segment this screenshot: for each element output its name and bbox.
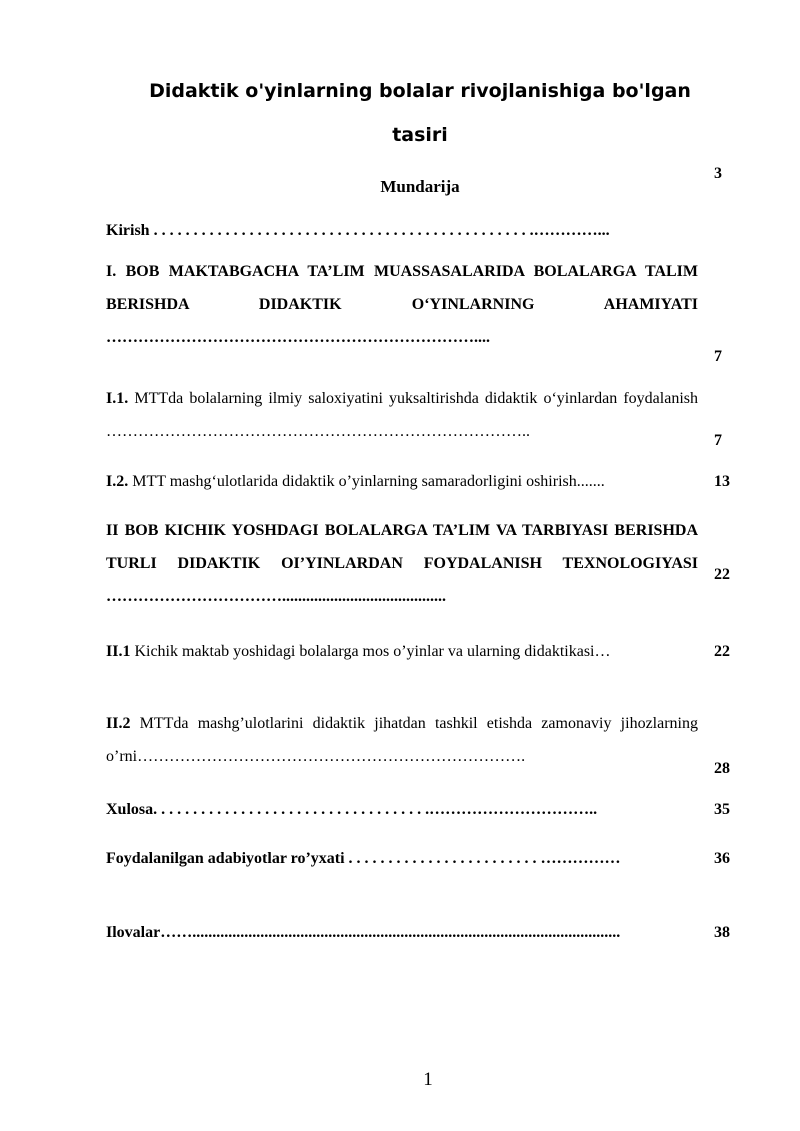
toc-page-number: 28 (714, 760, 730, 777)
toc-leader: . . . . . . . . . . . . . . . . . . . . . . . . . . . . . . . . . . . . . . . . . . . . . . . .…………... (149, 222, 610, 239)
toc-entry-text: MTTda mashg’ulotlarini didaktik jihatdan tashkil etishda zamonaviy jihozlarning o’rni………………………………………………………………. (106, 715, 698, 765)
toc-entry-introduction (106, 214, 698, 247)
toc-entry-text: Kichik maktab yoshidagi bolalarga mos o’yinlar va ularning didaktikasi… (130, 643, 611, 660)
toc-entry-conclusion (106, 793, 698, 826)
toc-page-number: 13 (714, 473, 730, 490)
toc-entry-section-2-2 (106, 707, 698, 773)
toc-entry-section-2-1 (106, 635, 698, 668)
toc-entry-references (106, 842, 698, 875)
toc-entry-chapter-2 (106, 514, 698, 613)
toc-entry-label: I. BOB MAKTABGACHA TA’LIM MUASSASALARIDA BOLALARGA TALIM BERISHDA DIDAKTIK O‘YINLARNING AHAMIYATI (106, 263, 698, 313)
page-number: 1 (423, 1069, 433, 1090)
toc-entry-label: I.2. (106, 473, 129, 490)
toc-page-number: 7 (714, 432, 722, 449)
toc-entry-label: Ilovalar (106, 924, 161, 941)
document-title-line1: Didaktik o'yinlarning bolalar rivojlanishiga bo'lgan (149, 80, 691, 102)
toc-entry-label: II.1 (106, 643, 131, 660)
toc-leader: ……………………………......................................... (106, 588, 446, 605)
toc-leader: . . . . . . . . . . . . . . . . . . . . . . . . …………… (344, 850, 621, 867)
toc-leader: ……........................................................................................................... (160, 924, 621, 941)
toc-entry-label: I.1. (106, 390, 129, 407)
toc-entry-label: Foydalanilgan adabiyotlar ro’yxati (106, 850, 345, 867)
toc-entry-appendices (106, 916, 698, 949)
toc-page-number: 22 (714, 566, 730, 583)
toc-heading: Mundarija (380, 177, 460, 196)
toc-leader: . . . . . . . . . . . . . . . . . . . . . . . . . . . . . . . . . .………………………….. (157, 801, 598, 818)
toc-entry-section-1-2 (106, 465, 698, 498)
toc-entry-label: Kirish (106, 222, 150, 239)
document-title-line2: tasiri (392, 124, 448, 146)
toc-entry-label: Xulosa. (106, 801, 158, 818)
toc-entry-section-1-1 (106, 382, 698, 448)
toc-page-number: 3 (714, 165, 722, 182)
toc-entry-text: MTT mashg‘ulotlarida didaktik o’yinlarning samaradorligini oshirish....... (128, 473, 605, 490)
toc-page-number: 7 (714, 348, 722, 365)
toc-leader: …………………………………………………………….... (106, 329, 490, 346)
toc-entry-label: II.2 (106, 715, 131, 732)
toc-entry-label: II BOB KICHIK YOSHDAGI BOLALARGA TA’LIM VA TARBIYASI BERISHDA TURLI DIDAKTIK OI’YINLARDAN FOYDALANISH TEXNOLOGIYASI (106, 522, 698, 572)
toc-page-number: 38 (714, 924, 730, 941)
toc-leader: …………………………………………………………………….. (106, 423, 530, 440)
toc-page-number: 36 (714, 850, 730, 867)
toc-page-number: 35 (714, 801, 730, 818)
toc-entry-chapter-1 (106, 255, 698, 354)
toc-entry-text: MTTda bolalarning ilmiy saloxiyatini yuksaltirishda didaktik o‘yinlardan foydalanish (128, 390, 698, 407)
toc-page-number: 22 (714, 643, 730, 660)
